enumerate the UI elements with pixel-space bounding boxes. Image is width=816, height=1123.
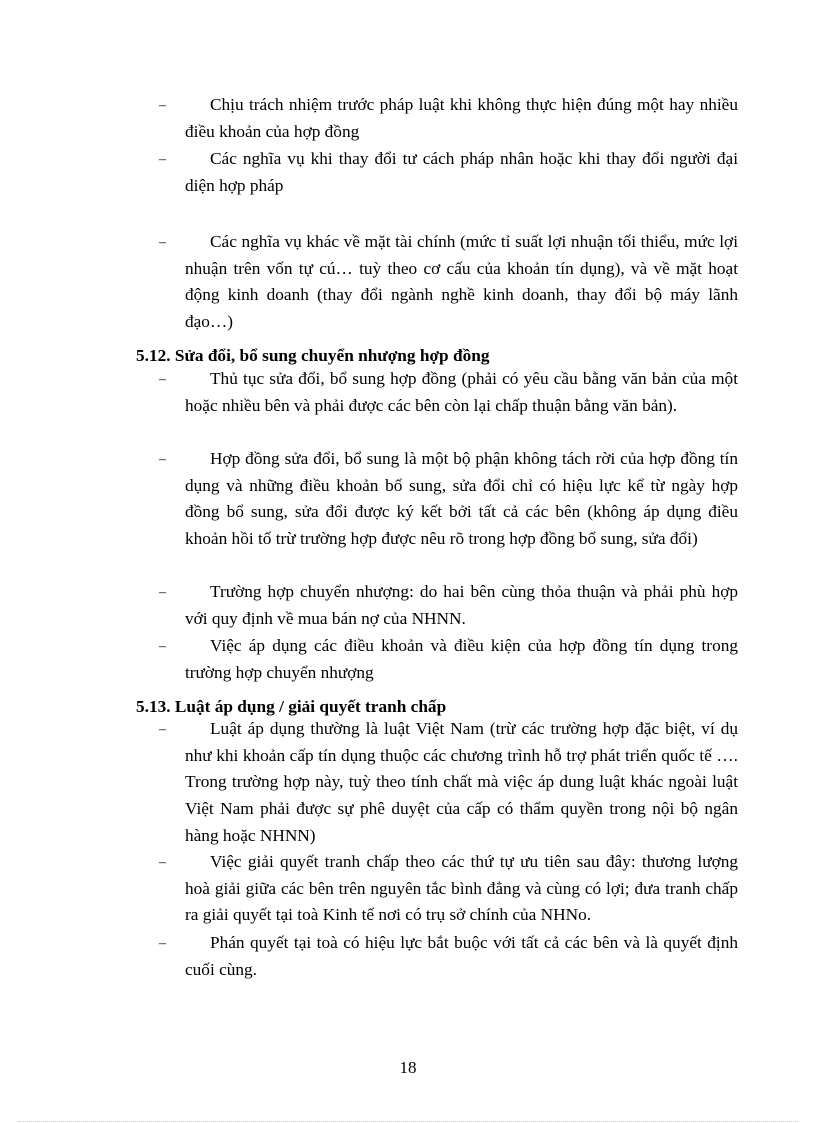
- bullet-marker: –: [159, 235, 166, 250]
- list-item: [159, 849, 738, 929]
- list-item: [159, 579, 738, 632]
- list-item-text: Việc áp dụng các điều khoản và điều kiện của hợp đồng tín dụng trong trường hợp chuyển nhượng: [185, 636, 738, 682]
- list-item-text: Các nghĩa vụ khác về mặt tài chính (mức tỉ suất lợi nhuận tối thiểu, mức lợi nhuận trên vốn tự cú… tuỳ theo cơ cấu của khoản tín dụng), và về mặt hoạt động kinh doanh (thay đổi ngành nghề kinh doanh, thay đổi bộ máy lãnh đạo…): [185, 232, 738, 332]
- list-item: [159, 633, 738, 686]
- bullet-marker: –: [159, 452, 166, 467]
- list-item-text: Thủ tục sửa đổi, bổ sung hợp đồng (phải có yêu cầu bằng văn bản của một hoặc nhiều bên và phải được các bên còn lại chấp thuận bằng văn bản).: [185, 369, 738, 415]
- section-heading-5-13: 5.13. Luật áp dụng / giải quyết tranh chấp: [136, 697, 447, 716]
- list-item: [159, 930, 738, 983]
- list-item: [159, 366, 738, 419]
- bullet-marker: –: [159, 936, 166, 951]
- list-item-text: Trường hợp chuyển nhượng: do hai bên cùng thỏa thuận và phải phù hợp với quy định về mua bán nợ của NHNN.: [185, 582, 738, 628]
- bullet-marker: –: [159, 855, 166, 870]
- bullet-marker: –: [159, 372, 166, 387]
- page-number: 18: [399, 1058, 417, 1077]
- list-item-text: Phán quyết tại toà có hiệu lực bắt buộc với tất cả các bên và là quyết định cuối cùng.: [185, 933, 738, 979]
- bullet-marker: –: [159, 639, 166, 654]
- bullet-marker: –: [159, 722, 166, 737]
- list-item-text: Hợp đồng sửa đổi, bổ sung là một bộ phận không tách rời của hợp đồng tín dụng và những điều khoản bổ sung, sửa đổi chỉ có hiệu lực kể từ ngày hợp đồng bổ sung, sửa đổi được ký kết bởi tất cả các bên (không áp dụng điều khoản hồi tố trừ trường hợp được nêu rõ trong hợp đồng bổ sung, sửa đổi): [185, 449, 738, 549]
- list-item: [159, 716, 738, 850]
- list-item-text: Chịu trách nhiệm trước pháp luật khi không thực hiện đúng một hay nhiều điều khoản của hợp đồng: [185, 95, 738, 141]
- list-item-text: Các nghĩa vụ khi thay đổi tư cách pháp nhân hoặc khi thay đổi người đại diện hợp pháp: [185, 149, 738, 195]
- list-item: [159, 229, 738, 336]
- bullet-marker: –: [159, 152, 166, 167]
- list-item: [159, 446, 738, 553]
- page-bottom-divider: [18, 1121, 798, 1122]
- list-item-text: Việc giải quyết tranh chấp theo các thứ tự ưu tiên sau đây: thương lượng hoà giải giữa các bên trên nguyên tắc bình đẳng và cùng có lợi; đưa tranh chấp ra giải quyết tại toà Kinh tế nơi có trụ sở chính của NHNo.: [185, 852, 738, 925]
- list-item: [159, 146, 738, 199]
- section-heading-5-12: 5.12. Sửa đổi, bổ sung chuyển nhượng hợp đồng: [136, 346, 490, 365]
- bullet-marker: –: [159, 585, 166, 600]
- list-item-text: Luật áp dụng thường là luật Việt Nam (trừ các trường hợp đặc biệt, ví dụ như khi khoản cấp tín dụng thuộc các chương trình hỗ trợ phát triển quốc tế …. Trong trường hợp này, tuỳ theo tính chất mà việc áp dung luật khác ngoài luật Việt Nam phải được sự phê duyệt của cấp có thẩm quyền trong nội bộ ngân hàng hoặc NHNN): [185, 719, 738, 845]
- bullet-marker: –: [159, 98, 166, 113]
- list-item: [159, 92, 738, 145]
